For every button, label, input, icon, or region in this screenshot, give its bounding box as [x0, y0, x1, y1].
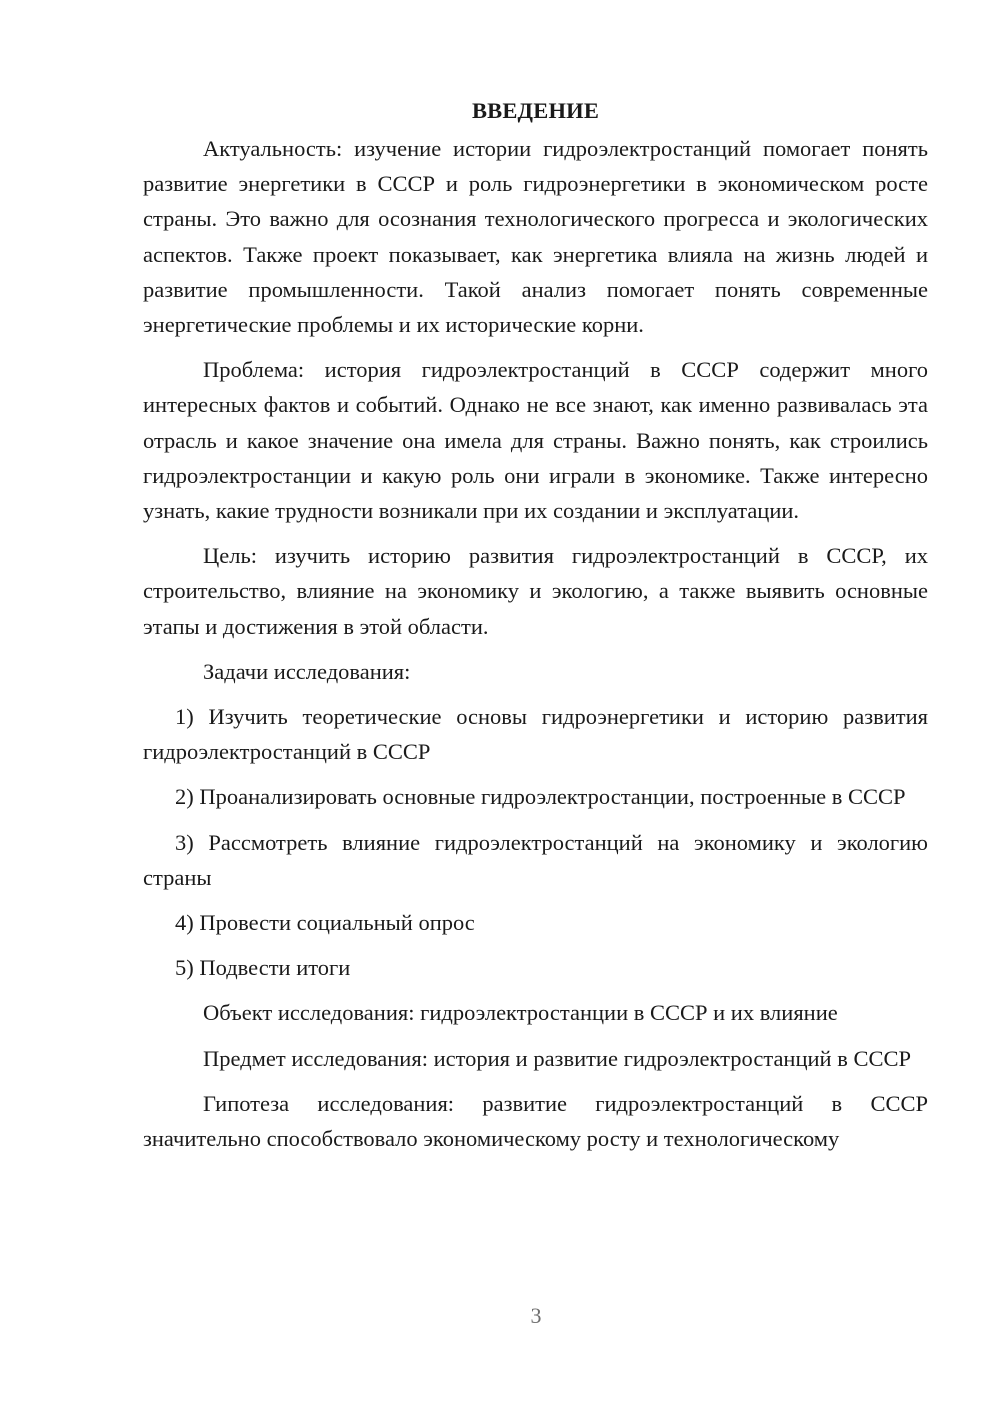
- object-paragraph: Объект исследования: гидроэлектростанции в СССР и их влияние: [203, 1000, 838, 1026]
- problem-paragraph: Проблема: история гидроэлектростанций в СССР содержит много интересных фактов и событий. Однако не все знают, как именно развивалась эта отрасль и какое значение она имела для страны. Важно понять, как строились гидроэлектростанции и какую роль они играли в экономике. Также интересно узнать, какие трудности возникали при их создании и эксплуатации.: [143, 357, 928, 524]
- task-item-4: 4) Провести социальный опрос: [175, 910, 475, 936]
- page-title: ВВЕДЕНИЕ: [471, 98, 600, 123]
- page-number: 3: [530, 1303, 542, 1328]
- task-item-3: 3) Рассмотреть влияние гидроэлектростанций на экономику и экологию страны: [143, 829, 928, 890]
- relevance-paragraph: Актуальность: изучение истории гидроэлектростанций помогает понять развитие энергетики в СССР и роль гидроэнергетики в экономическом росте страны. Это важно для осознания технологического прогресса и экологических аспектов. Также проект показывает, как энергетика влияла на жизнь людей и развитие промышленности. Такой анализ помогает понять современные энергетические проблемы и их исторические корни.: [143, 136, 928, 338]
- task-item-2: 2) Проанализировать основные гидроэлектростанции, построенные в СССР: [175, 784, 906, 810]
- text-column: [143, 93, 928, 1156]
- task-item-5: 5) Подвести итоги: [175, 955, 351, 981]
- goal-paragraph: Цель: изучить историю развития гидроэлектростанций в СССР, их строительство, влияние на экономику и экологию, а также выявить основные этапы и достижения в этой области.: [143, 543, 928, 639]
- task-item-1: 1) Изучить теоретические основы гидроэнергетики и историю развития гидроэлектростанций в СССР: [143, 704, 928, 765]
- hypothesis-paragraph: Гипотеза исследования: развитие гидроэлектростанций в СССР значительно способствовало экономическому росту и технологическому: [143, 1090, 928, 1152]
- tasks-heading: Задачи исследования:: [203, 658, 411, 684]
- subject-paragraph: Предмет исследования: история и развитие гидроэлектростанций в СССР: [203, 1045, 912, 1071]
